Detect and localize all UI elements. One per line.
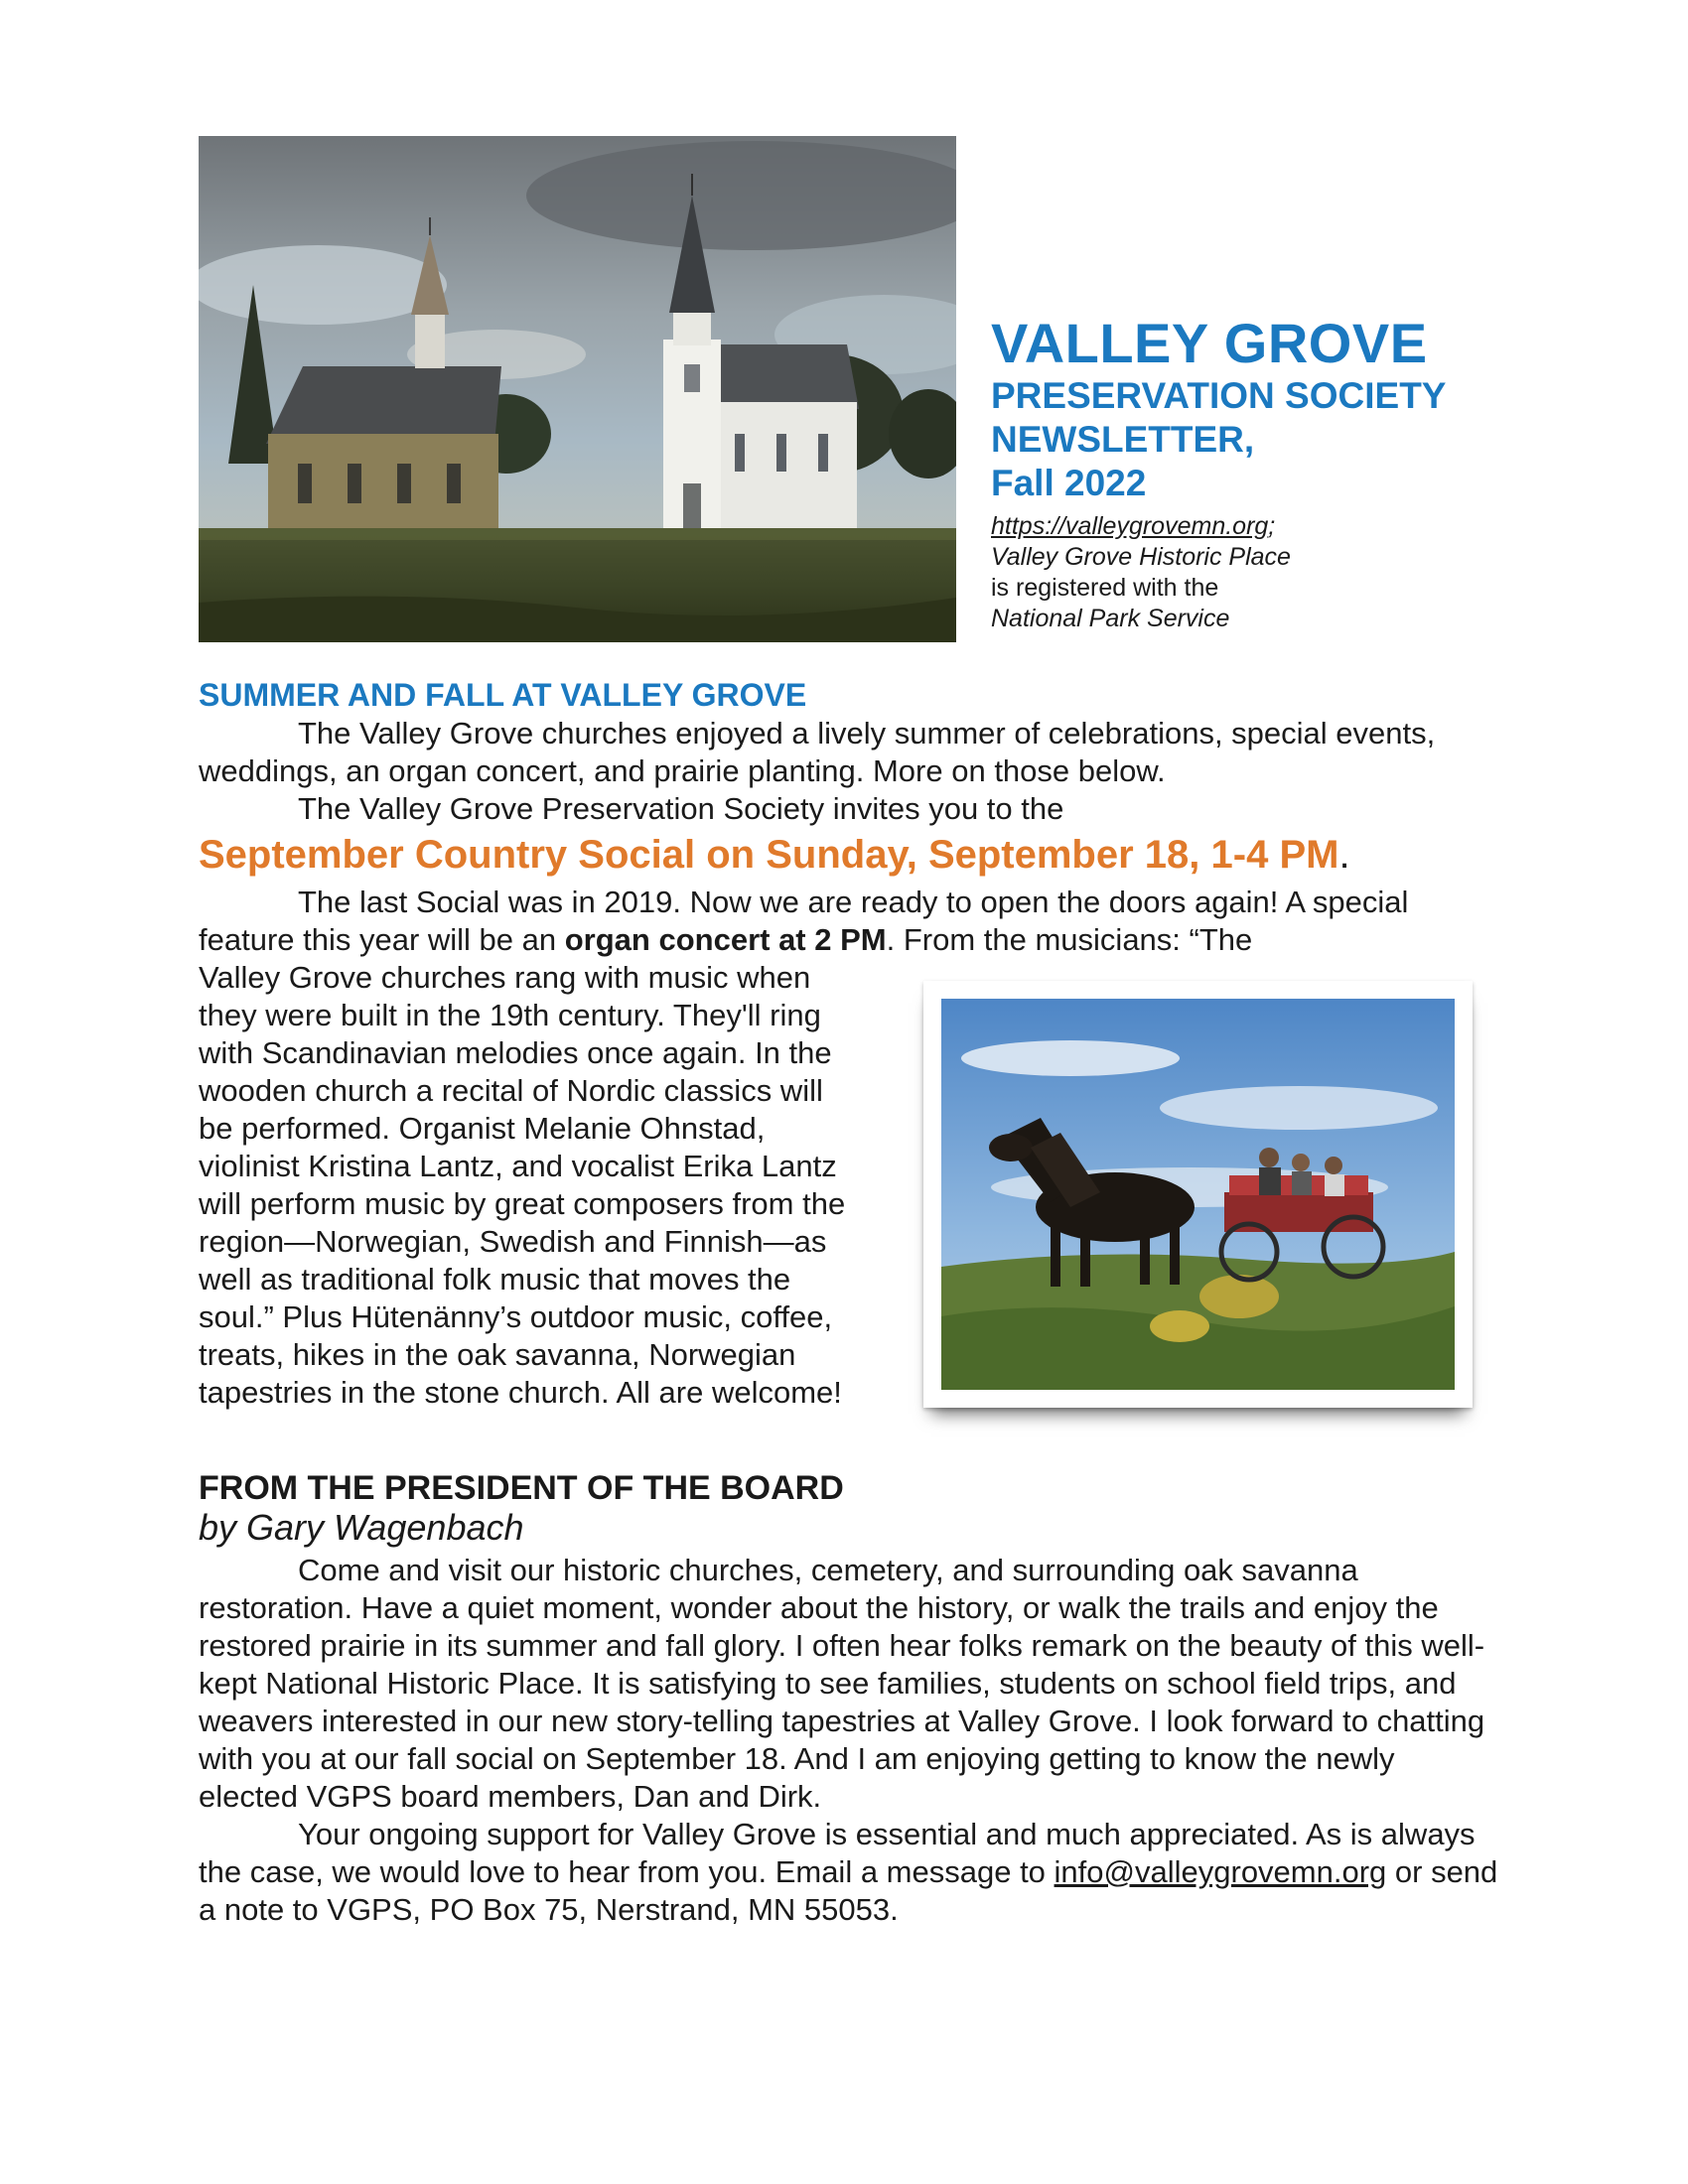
horse-wagon-photo — [941, 999, 1455, 1390]
website-suffix: ; — [1268, 512, 1276, 540]
quote-line: soul.” Plus Hütenänny’s outdoor music, coffee, — [199, 1299, 833, 1334]
email-link[interactable]: info@valleygrovemn.org — [1054, 1854, 1387, 1889]
quote-line: they were built in the 19th century. They'll ring — [199, 998, 821, 1032]
summer-paragraph-1: The Valley Grove churches enjoyed a lively summer of celebrations, special events, weddings, an organ concert, and prairie planting. More on those below. — [199, 716, 1436, 788]
event-title: September Country Social on Sunday, September 18, 1-4 PM — [199, 833, 1339, 877]
masthead-title: VALLEY GROVE — [991, 312, 1428, 374]
churches-illustration — [199, 136, 956, 642]
quote-line: treats, hikes in the oak savanna, Norwegian — [199, 1337, 796, 1372]
masthead-info-line3: National Park Service — [991, 605, 1230, 632]
p2-end: or send a note to VGPS, PO Box 75, Nerstrand, MN 55053. — [199, 1854, 1498, 1927]
p3-mid: . From the musicians: “The — [886, 922, 1253, 957]
president-byline: by Gary Wagenbach — [199, 1507, 524, 1548]
p2-start: Your ongoing support for Valley Grove is essential and much appreciated. As is always the case, we would love to hear from you. Email a message to — [199, 1817, 1476, 1889]
masthead — [991, 313, 1547, 634]
section-heading-summer-fall: SUMMER AND FALL AT VALLEY GROVE — [199, 677, 807, 713]
president-paragraph-2 — [199, 1816, 1499, 1929]
quote-line: wooden church a recital of Nordic classics will — [199, 1073, 823, 1108]
summer-paragraph-3 — [199, 884, 1499, 959]
quote-line: well as traditional folk music that moves the — [199, 1262, 791, 1297]
horse-wagon-photo-frame — [923, 981, 1473, 1408]
masthead-subtitle-line2: NEWSLETTER, — [991, 419, 1255, 460]
quote-line: be performed. Organist Melanie Ohnstad, — [199, 1111, 766, 1146]
masthead-subtitle-line1: PRESERVATION SOCIETY — [991, 375, 1447, 416]
musicians-quote — [199, 959, 914, 1412]
quote-line: Valley Grove churches rang with music when — [199, 960, 811, 995]
masthead-info — [991, 511, 1547, 634]
summer-paragraph-2: The Valley Grove Preservation Society invites you to the — [298, 791, 1064, 826]
quote-line: with Scandinavian melodies once again. In the — [199, 1035, 832, 1070]
p3-start: The last Social was in 2019. Now we are ready to open the doors again! A special feature this year will be an — [199, 885, 1409, 957]
website-link[interactable]: https://valleygrovemn.org — [991, 512, 1269, 540]
organ-concert-time: organ concert at 2 PM — [564, 922, 887, 957]
masthead-issue: Fall 2022 — [991, 463, 1147, 503]
horse-wagon-illustration — [941, 999, 1455, 1390]
quote-line: violinist Kristina Lantz, and vocalist Erika Lantz — [199, 1149, 837, 1183]
event-period: . — [1338, 833, 1350, 877]
header-photo-churches — [199, 136, 956, 642]
president-paragraph-1: Come and visit our historic churches, cemetery, and surrounding oak savanna restoration. Have a quiet moment, wonder about the history, or walk the trails and enjoy the restored prairie in its summer and fall glory. I often hear folks remark on the beauty of this well-kept National Historic Place. It is satisfying to see families, students on school field trips, and weavers interested in our new story-telling tapestries at Valley Grove. I look forward to chatting with you at our fall social on September 18. And I am enjoying getting to know the newly elected VGPS board members, Dan and Dirk. — [199, 1553, 1485, 1814]
event-announcement — [199, 830, 1509, 880]
masthead-info-line1: Valley Grove Historic Place — [991, 543, 1291, 571]
quote-line: tapestries in the stone church. All are welcome! — [199, 1375, 842, 1410]
quote-line: region—Norwegian, Swedish and Finnish—as — [199, 1224, 827, 1259]
section-heading-president: FROM THE PRESIDENT OF THE BOARD — [199, 1469, 844, 1507]
quote-line: will perform music by great composers from the — [199, 1186, 846, 1221]
masthead-info-line2: is registered with the — [991, 574, 1219, 602]
